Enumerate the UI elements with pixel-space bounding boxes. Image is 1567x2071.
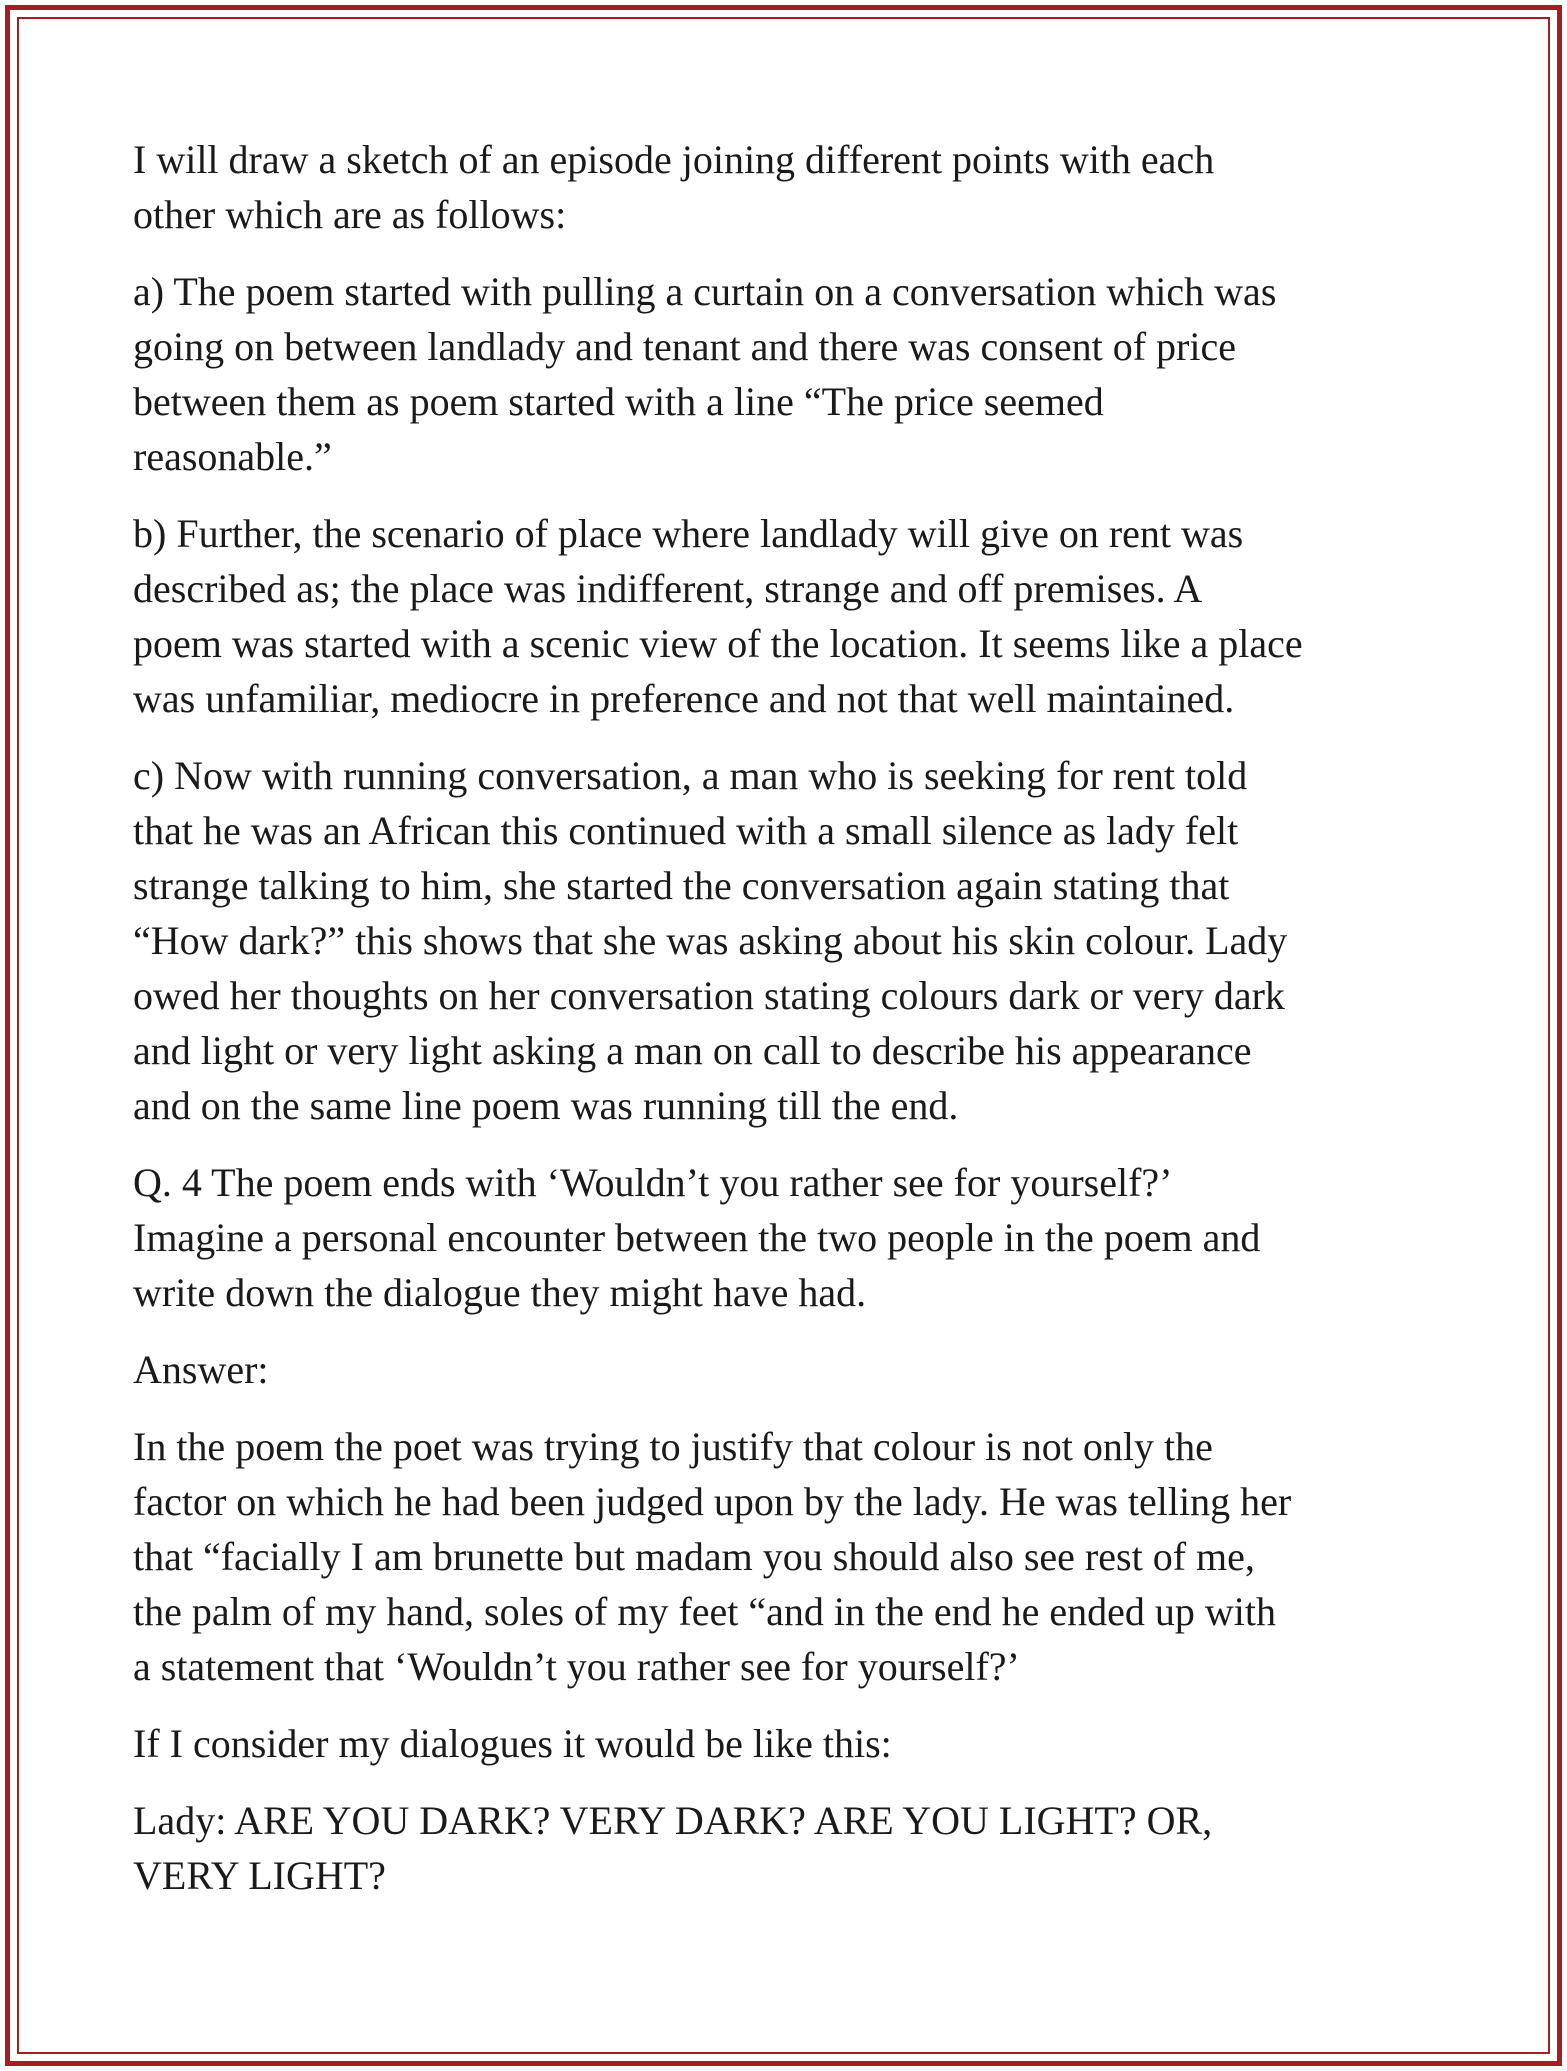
point-a-paragraph: a) The poem started with pulling a curtain on a conversation which was going on between landlady and tenant and there was consent of price between them as poem started with a line “The price seemed reasonable.” — [133, 269, 1277, 479]
point-b-paragraph: b) Further, the scenario of place where landlady will give on rent was described as; the place was indifferent, strange and off premises. A poem was started with a scenic view of the location. It seems like a place was unfamiliar, mediocre in preference and not that well maintained. — [133, 511, 1303, 721]
answer-label: Answer: — [133, 1347, 269, 1392]
answer-paragraph: In the poem the poet was trying to justify that colour is not only the factor on which he had been judged upon by the lady. He was telling her that “facially I am brunette but madam you should also see rest of me, the palm of my hand, soles of my feet “and in the end he ended up with a statement that ‘Wouldn’t you rather see for yourself?’ — [133, 1424, 1292, 1689]
dialogue-lady-line: Lady: ARE YOU DARK? VERY DARK? ARE YOU LIGHT? OR, VERY LIGHT? — [133, 1798, 1213, 1898]
question-4-paragraph: Q. 4 The poem ends with ‘Wouldn’t you rather see for yourself?’ Imagine a personal encounter between the two people in the poem and write down the dialogue they might have had. — [133, 1160, 1261, 1315]
intro-paragraph: I will draw a sketch of an episode joining different points with each other which are as follows: — [133, 137, 1215, 237]
dialogue-intro-paragraph: If I consider my dialogues it would be like this: — [133, 1721, 892, 1766]
document-body — [133, 132, 1453, 1925]
point-c-paragraph: c) Now with running conversation, a man who is seeking for rent told that he was an African this continued with a small silence as lady felt strange talking to him, she started the conversation again stating that “How dark?” this shows that she was asking about his skin colour. Lady owed her thoughts on her conversation stating colours dark or very dark and light or very light asking a man on call to describe his appearance and on the same line poem was running till the end. — [133, 753, 1288, 1128]
